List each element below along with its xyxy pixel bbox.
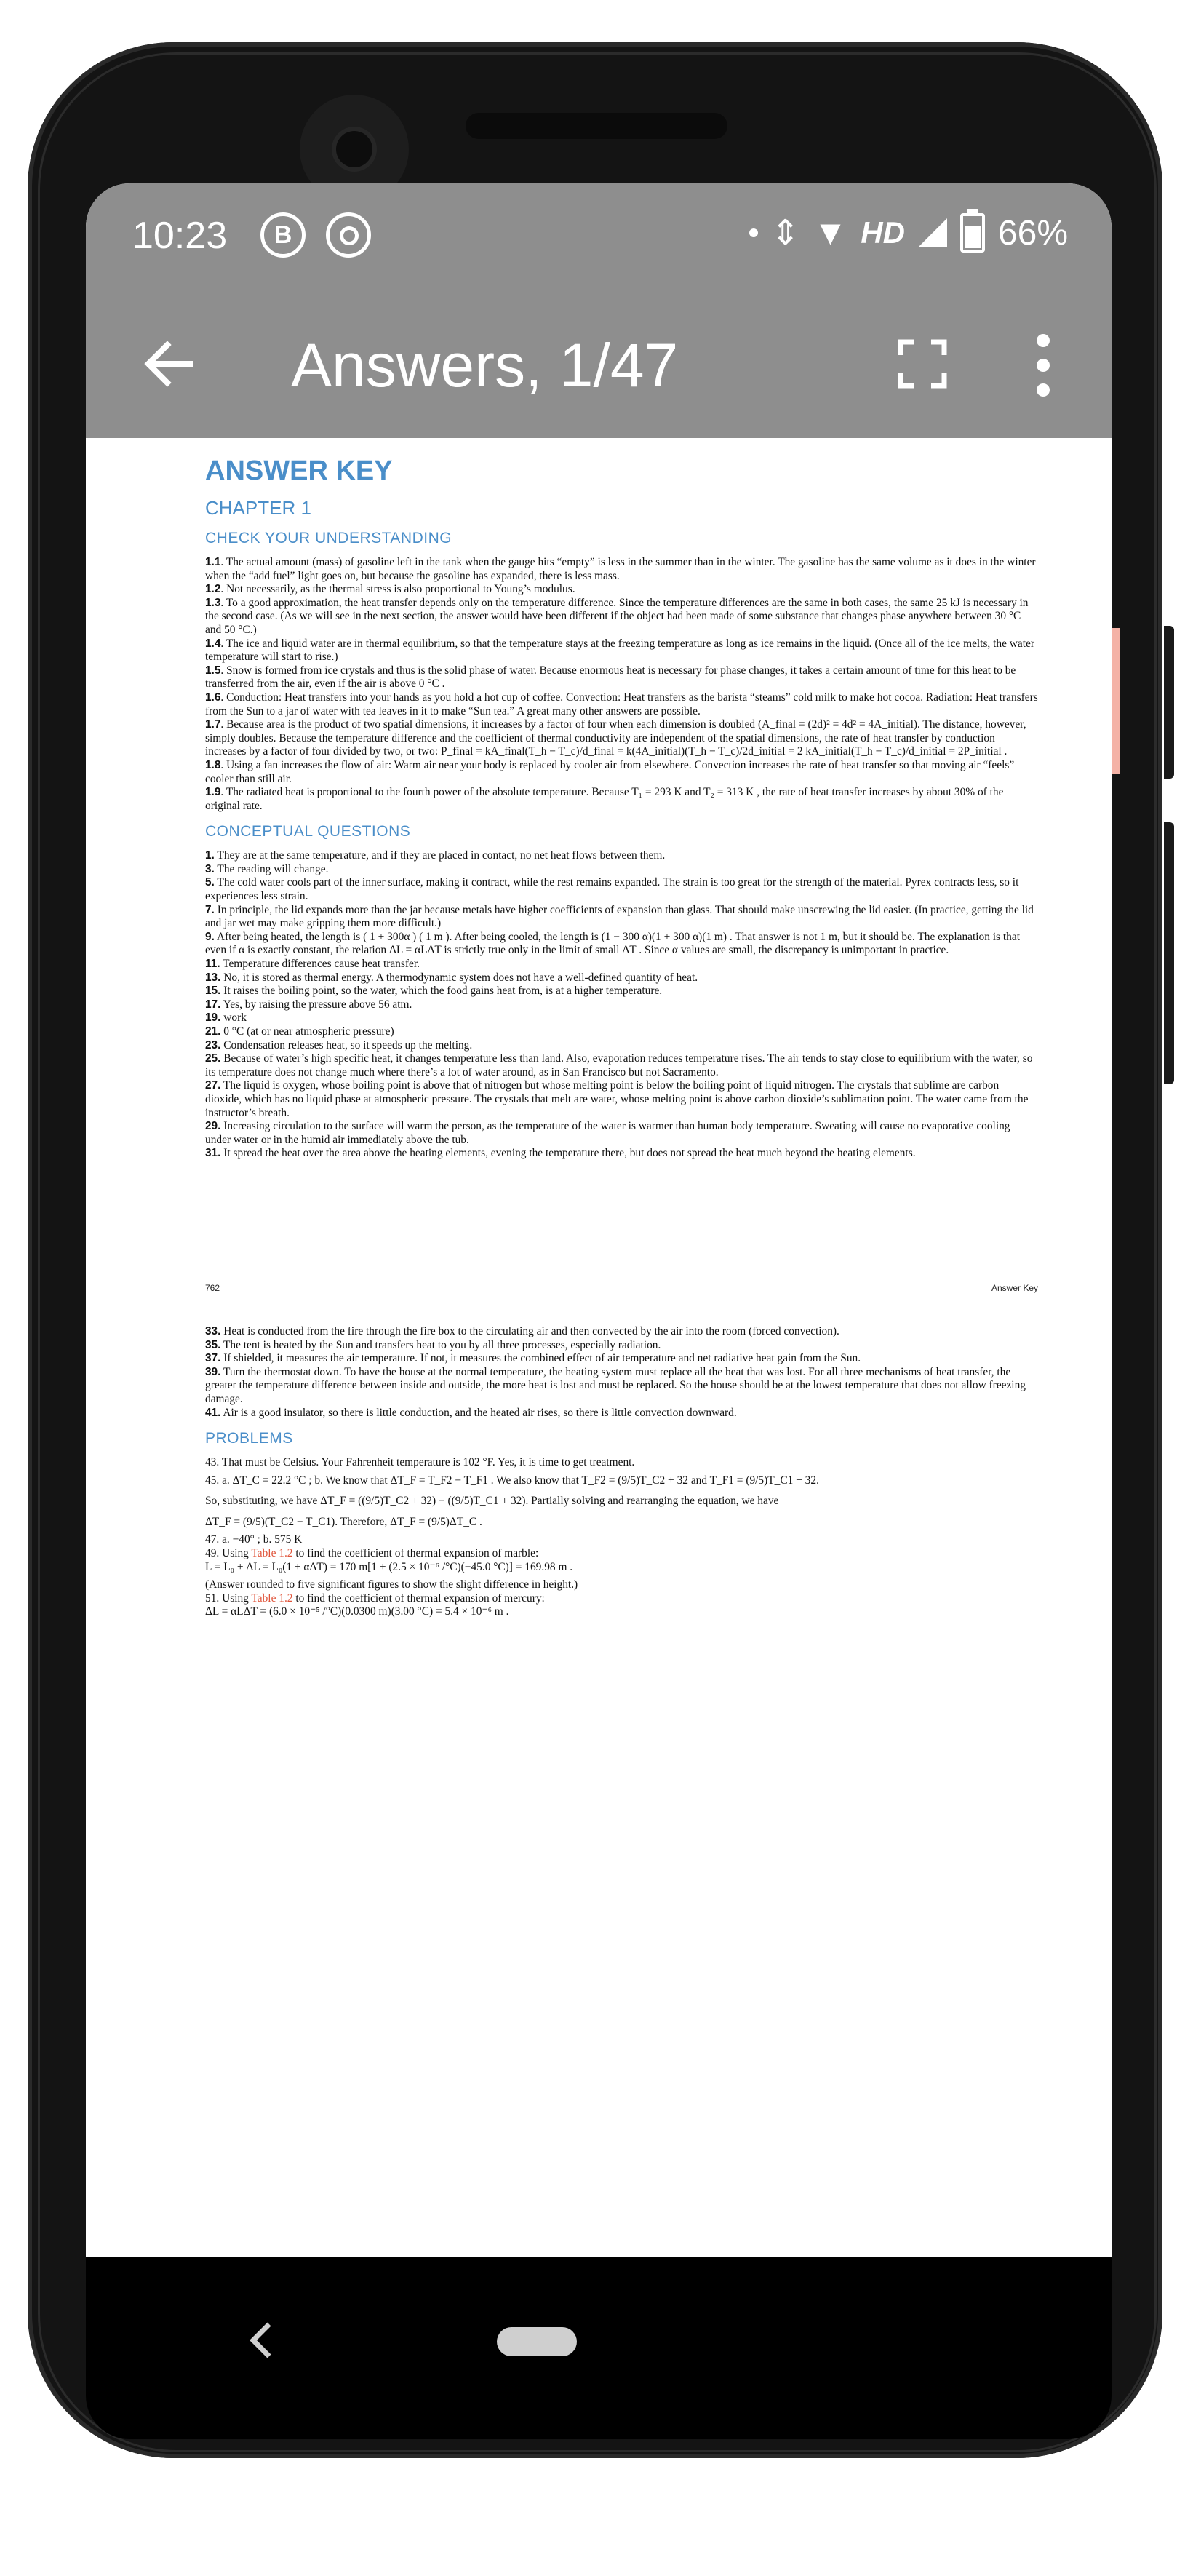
check-list <box>205 556 1038 813</box>
list-item: 39. Turn the thermostat down. To have the house at the normal temperature, the heating system must replace all the heat that was lost. For all three mechanisms of heat transfer, the greater the temperature difference between inside and outside, the more heat is lost and must be replaced. So the house should be at the lowest temperature that does not allow freezing damage. <box>205 1365 1026 1405</box>
list-item: 41. Air is a good insulator, so there is little conduction, and the heated air rises, so there is little convection downward. <box>205 1406 737 1419</box>
list-item: 1.1. The actual amount (mass) of gasoline left in the tank when the gauge hits “empty” is less in the summer than in the winter. The gasoline has the same volume as it does in the winter when the “add fuel” light goes on, but because the gasoline has expanded, there is less mass. <box>205 556 1036 582</box>
list-item: 1.9. The radiated heat is proportional to the fourth power of the absolute temperature. Because T₁ = 293 K and T₂ = 313 K , the rate of heat transfer increases by about 30% of the original rate. <box>205 786 1004 812</box>
conceptual-questions-heading: CONCEPTUAL QUESTIONS <box>205 823 411 840</box>
wifi-icon: ▼ <box>813 213 848 253</box>
conceptual-list <box>205 849 1038 1161</box>
problem-49-equation: L = L₀ + ΔL = L₀(1 + αΔT) = 170 m[1 + (2.5 × 10⁻⁶ /°C)(−45.0 °C)] = 169.98 m . <box>205 1560 573 1573</box>
problem-43: 43. That must be Celsius. Your Fahrenheit temperature is 102 °F. Yes, it is time to get treatment. <box>205 1456 635 1469</box>
list-item: 29. Increasing circulation to the surface will warm the person, as the temperature of the water is warmer than human body temperature. Sweating will cause no evaporative cooling under water or in the humid air immediately above the tub. <box>205 1120 1010 1146</box>
list-item: 13. No, it is stored as thermal energy. A thermodynamic system does not have a well-defined quantity of heat. <box>205 971 698 984</box>
battery-icon <box>960 213 985 253</box>
list-item: 35. The tent is heated by the Sun and transfers heat to you by all three processes, especially radiation. <box>205 1338 661 1351</box>
sync-notification-icon <box>326 212 371 258</box>
list-item: 1.6. Conduction: Heat transfers into your hands as you hold a hot cup of coffee. Convection: Heat transfers as the barista “steams” cold milk to make hot cocoa. Radiation: Heat transfers from the Sun to a jar of water with tea leaves in it to make “Sun tea.” A great many other answers are possible. <box>205 691 1038 717</box>
chapter-heading: CHAPTER 1 <box>205 497 311 519</box>
list-item: 25. Because of water’s high specific heat, it changes temperature less than land. Also, evaporation reduces temperature rises. The air tends to stay close to equilibrium with the water, so its temperature does not change much where there’s a lot of water around, as in San Francisco but not Sacramento. <box>205 1052 1033 1078</box>
problem-45b: So, substituting, we have ΔT_F = ((9/5)T_C2 + 32) − ((9/5)T_C1 + 32). Partially solving and rearranging the equation, we have <box>205 1495 779 1508</box>
list-item: 15. It raises the boiling point, so the water, which the food gains heat from, is at a higher temperature. <box>205 985 663 998</box>
b-notification-icon: B <box>260 212 306 258</box>
list-item: 27. The liquid is oxygen, whose boiling point is above that of nitrogen but whose melting point is below the boiling point of liquid nitrogen. The crystals that sublime are carbon dioxide, which has no liquid phase at atmospheric pressure. The crystals that melt are water, whose melting point is above carbon dioxide’s sublimation point. The water came from the instructor’s breath. <box>205 1079 1029 1119</box>
status-bar <box>86 183 1112 293</box>
document-content <box>205 438 1038 1619</box>
problem-49: 49. Using Table 1.2 to find the coefficient of thermal expansion of marble: <box>205 1547 539 1560</box>
list-item: 1.2. Not necessarily, as the thermal stress is also proportional to Young’s modulus. <box>205 583 575 596</box>
problem-45c: ΔT_F = (9/5)(T_C2 − T_C1). Therefore, ΔT_F = (9/5)ΔT_C . <box>205 1515 482 1528</box>
table-link[interactable]: Table 1.2 <box>251 1547 293 1560</box>
navigation-bar <box>86 2257 1112 2439</box>
data-arrows-icon: ⇕ <box>770 214 800 253</box>
list-item: 3. The reading will change. <box>205 862 329 875</box>
battery-percent: 66% <box>997 213 1068 253</box>
document-page[interactable] <box>86 438 1112 2257</box>
earpiece-speaker <box>466 113 727 139</box>
list-item: 21. 0 °C (at or near atmospheric pressure) <box>205 1025 394 1038</box>
back-arrow-icon[interactable] <box>140 335 198 393</box>
list-item: 5. The cold water cools part of the inner surface, making it contract, while the rest remains expanded. The strain is too great for the strength of the material. Pyrex contracts less, so it experiences less strain. <box>205 876 1019 903</box>
toolbar-title: Answers, 1/47 <box>291 331 679 399</box>
page-number: 762 <box>205 1282 220 1293</box>
volume-button <box>1164 626 1174 779</box>
list-item: 11. Temperature differences cause heat transfer. <box>205 958 420 971</box>
app-toolbar <box>86 293 1112 438</box>
list-item: 9. After being heated, the length is ( 1 + 300α ) ( 1 m ). After being cooled, the length is (1 − 300 α)(1 + 300 α)(1 m) . That answer is not 1 m, but it should be. The explanation is that even if α is exactly constant, the relation ΔL = αLΔT is strictly true only in the limit of small ΔT . Since α values are small, the discrepancy is unimportant in practice. <box>205 930 1020 957</box>
list-item: 23. Condensation releases heat, so it speeds up the melting. <box>205 1038 473 1052</box>
list-item: 33. Heat is conducted from the fire through the fire box to the circulating air and then convected by the air into the room (forced convection). <box>205 1324 839 1337</box>
hd-label: HD <box>861 215 905 250</box>
list-item: 1.8. Using a fan increases the flow of air: Warm air near your body is replaced by cooler air from elsewhere. Convection increases the rate of heat transfer so that moving air “feels” cooler than still air. <box>205 758 1015 785</box>
footer-label: Answer Key <box>991 1282 1038 1293</box>
answer-key-heading: ANSWER KEY <box>205 456 393 486</box>
list-item: 1.3. To a good approximation, the heat transfer depends only on the temperature difference. Since the temperature differences are the same in both cases, the same 25 kJ is necessary in the second case. (As we will see in the next section, the answer would have been different if the object had been made of some substance that changes phase anywhere between 30 °C and 50 °C.) <box>205 596 1029 636</box>
check-understanding-heading: CHECK YOUR UNDERSTANDING <box>205 530 452 546</box>
problems-heading: PROBLEMS <box>205 1430 293 1447</box>
problem-45a: 45. a. ΔT_C = 22.2 °C ; b. We know that ΔT_F = T_F2 − T_F1 . We also know that T_F2 = (9/5)T_C2 + 32 and T_F1 = (9/5)T_C1 + 32. <box>205 1474 819 1487</box>
list-item: 1.7. Because area is the product of two spatial dimensions, it increases by a factor of four when each dimension is doubled (A_final = (2d)² = 4d² = 4A_initial). The distance, however, simply doubles. Because the temperature difference and the coefficient of thermal conductivity are independent of the spatial dimensions, the rate of heat transfer by conduction increases by a factor of four divided by two, or two: P_final = kA_final(T_h − T_c)/d_final = k(4A_initial)(T_h − T_c)/2d_initial = 2 kA_initial(T_h − T_c)/d_initial = 2P_initial . <box>205 718 1026 758</box>
table-link[interactable]: Table 1.2 <box>251 1591 293 1605</box>
list-item: 31. It spread the heat over the area above the heating elements, evening the temperature there, but does not spread the heat much beyond the heating elements. <box>205 1147 916 1160</box>
status-time: 10:23 <box>132 215 228 257</box>
page-footer <box>205 1283 1038 1293</box>
list-item: 7. In principle, the lid expands more than the jar because metals have higher coefficients of expansion than glass. That should make unscrewing the lid easier. (In practice, getting the lid and jar wet may make gripping them more difficult.) <box>205 903 1034 930</box>
notification-dot-icon <box>749 228 758 237</box>
problem-51-equation: ΔL = αLΔT = (6.0 × 10⁻⁵ /°C)(0.0300 m)(3.00 °C) = 5.4 × 10⁻⁶ m . <box>205 1605 509 1618</box>
problems-list <box>205 1456 1038 1619</box>
fullscreen-icon[interactable] <box>898 339 947 389</box>
power-button <box>1164 822 1174 1084</box>
status-indicators <box>749 212 1068 253</box>
list-item: 19. work <box>205 1011 247 1025</box>
page2-list <box>205 1325 1038 1420</box>
problem-51: 51. Using Table 1.2 to find the coefficient of thermal expansion of mercury: <box>205 1591 545 1605</box>
nav-back-icon[interactable] <box>246 2318 275 2362</box>
list-item: 1. They are at the same temperature, and if they are placed in contact, no net heat flows between them. <box>205 849 666 862</box>
list-item: 1.5. Snow is formed from ice crystals and thus is the solid phase of water. Because enormous heat is necessary for phase changes, it takes a certain amount of time for this heat to be transferred from the air, even if the air is above 0 °C . <box>205 664 1016 691</box>
list-item: 37. If shielded, it measures the air temperature. If not, it measures the combined effect of air temperature and net radiative heat gain from the Sun. <box>205 1352 861 1365</box>
screen <box>86 183 1112 2257</box>
nav-home-pill[interactable] <box>497 2327 577 2356</box>
signal-icon <box>918 218 947 247</box>
problem-49-note: (Answer rounded to five significant figures to show the slight difference in height.) <box>205 1578 578 1591</box>
list-item: 17. Yes, by raising the pressure above 56 atm. <box>205 998 412 1011</box>
problem-47: 47. a. −40° ; b. 575 K <box>205 1533 303 1546</box>
camera-lens <box>336 131 372 167</box>
side-tab <box>1112 628 1120 774</box>
more-options-icon[interactable] <box>1033 332 1053 399</box>
list-item: 1.4. The ice and liquid water are in thermal equilibrium, so that the temperature stays at the freezing temperature as long as ice remains in the liquid. (Once all of the ice melts, the water temperature will start to rise.) <box>205 637 1034 664</box>
